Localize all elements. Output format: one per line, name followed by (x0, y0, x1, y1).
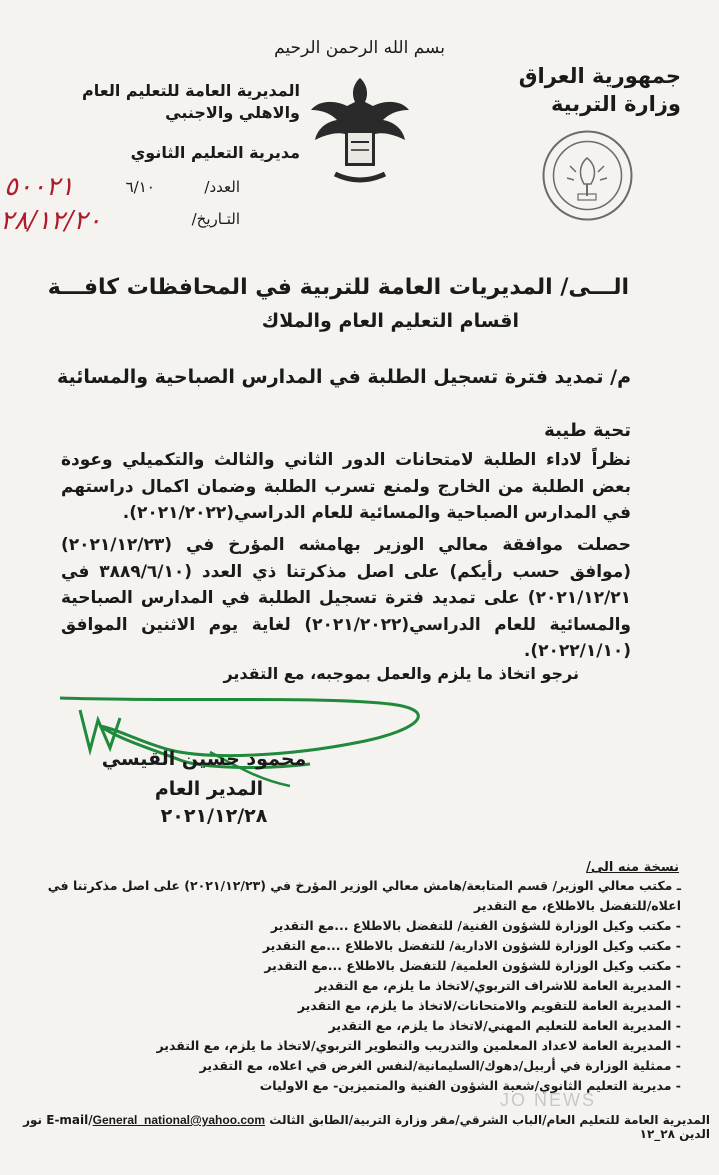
greeting: تحية طيبة (544, 420, 631, 441)
basmala: بسم الله الرحمن الرحيم (274, 38, 445, 58)
recipient-line-1: الـــى/ المديريات العامة للتربية في المحافظات كافـــة (47, 275, 629, 300)
closing-line: نرجو اتخاذ ما يلزم والعمل بموجبه، مع التقدير (223, 664, 579, 683)
number-label: العدد/ (204, 178, 240, 196)
recipient-line-2: اقسام التعليم العام والملاك (261, 310, 519, 332)
copy-item: - مكتب وكيل الوزارة للشؤون الادارية/ للتفضل بالاطلاع ...مع التقدير (262, 938, 681, 953)
body-paragraph-2: حصلت موافقة معالي الوزير بهامشه المؤرخ في (٢٠٢١/١٢/٢٣)(موافق حسب رأيكم) على اصل مذكرتنا ذي العدد (٣٨٨٩/٦/١٠ في ٢٠٢١/١٢/٢١) على تمديد فترة تسجيل الطلبة في المدارس الصباحية والمسائية للعام الدراسي(٢٠٢١/٢٠٢٢) لغاية يوم الاثنين الموافق (٢٠٢٢/١/١٠). (61, 535, 632, 661)
ministry-seal-icon (540, 128, 635, 223)
copy-item: - المديرية العامة للتعليم المهني/لاتخاذ ما يلزم، مع التقدير (328, 1018, 681, 1033)
signatory-title: المدير العام (154, 778, 264, 800)
copy-item: - المديرية العامة للاشراف التربوي/لاتخاذ ما يلزم، مع التقدير (315, 978, 681, 993)
footer-address (10, 1113, 710, 1141)
directorate-line-3: مديرية التعليم الثانوي (130, 143, 300, 162)
date-label: التـاريخ/ (191, 210, 240, 228)
handwritten-date: ٢٨/١٢/٢٠ (0, 206, 102, 236)
ministry-header (471, 62, 681, 118)
ministry-name: وزارة التربية (550, 92, 681, 116)
handwritten-number: ٥٠٠٢١ (4, 172, 74, 202)
subject-line: م/ تمديد فترة تسجيل الطلبة في المدارس الصباحية والمسائية (56, 366, 631, 388)
copy-item: - مكتب وكيل الوزارة للشؤون العلمية/ للتفضل بالاطلاع ...مع التقدير (264, 958, 681, 973)
footer-email: General_national@yahoo.com (92, 1113, 266, 1127)
copy-item: - المديرية العامة لاعداد المعلمين والتدريب والتطوير التربوي/لاتخاذ ما يلزم، مع التقدير (156, 1038, 681, 1053)
copy-item: - ممثلية الوزارة في أربيل/دهوك/السليمانية/لنفس الغرض في اعلاه، مع التقدير (199, 1058, 681, 1073)
footer-email-label: E-mail/ (46, 1113, 93, 1127)
iraq-emblem-icon (305, 70, 415, 190)
copy-item: - مكتب وكيل الوزارة للشؤون الفنية/ للتفضل بالاطلاع ...مع التقدير (270, 918, 681, 933)
number-value: ٦/١٠ (125, 178, 155, 196)
directorate-header (70, 80, 300, 164)
footer-address-text: المديرية العامة للتعليم العام/الباب الشرقي/مقر وزارة التربية/الطابق الثالث (269, 1113, 710, 1127)
directorate-line-2: والاهلي والاجنبي (165, 103, 300, 122)
copy-item: ـ مكتب معالي الوزير/ قسم المتابعة/هامش معالي الوزير المؤرخ في (٢٠٢١/١٢/٢٣) على اصل مذكرتنا في اعلاه/للتفضل بالاطلاع، مع التقدير (47, 878, 681, 913)
copies-heading: نسخة منه الى/ (586, 860, 679, 875)
body-paragraph-1: نظراً لاداء الطلبة لامتحانات الدور الثاني والثالث والتكميلي وعودة بعض الطلبة من الخارج ولمنع تسرب الطلبة وضمان اكمال دراستهم في المدارس الصباحية والمسائية للعام الدراسي(٢٠٢١/٢٠٢٢). (61, 450, 631, 523)
directorate-line-1: المديرية العامة للتعليم العام (82, 81, 300, 100)
footer-extension: نور الدين ٢٨_١٢ (23, 1113, 710, 1141)
signatory-name: محمود حسين القيسي (101, 748, 307, 770)
republic-name: جمهورية العراق (518, 64, 681, 88)
watermark: JO NEWS (500, 1090, 597, 1110)
document-number (60, 178, 240, 196)
copy-item: - المديرية العامة للتقويم والامتحانات/لاتخاذ ما يلزم، مع التقدير (297, 998, 681, 1013)
copy-item: - مديرية التعليم الثانوي/شعبة الشؤون الفنية والمتميزين- مع الاوليات (259, 1078, 681, 1093)
signature-date: ٢٠٢١/١٢/٢٨ (160, 805, 268, 827)
